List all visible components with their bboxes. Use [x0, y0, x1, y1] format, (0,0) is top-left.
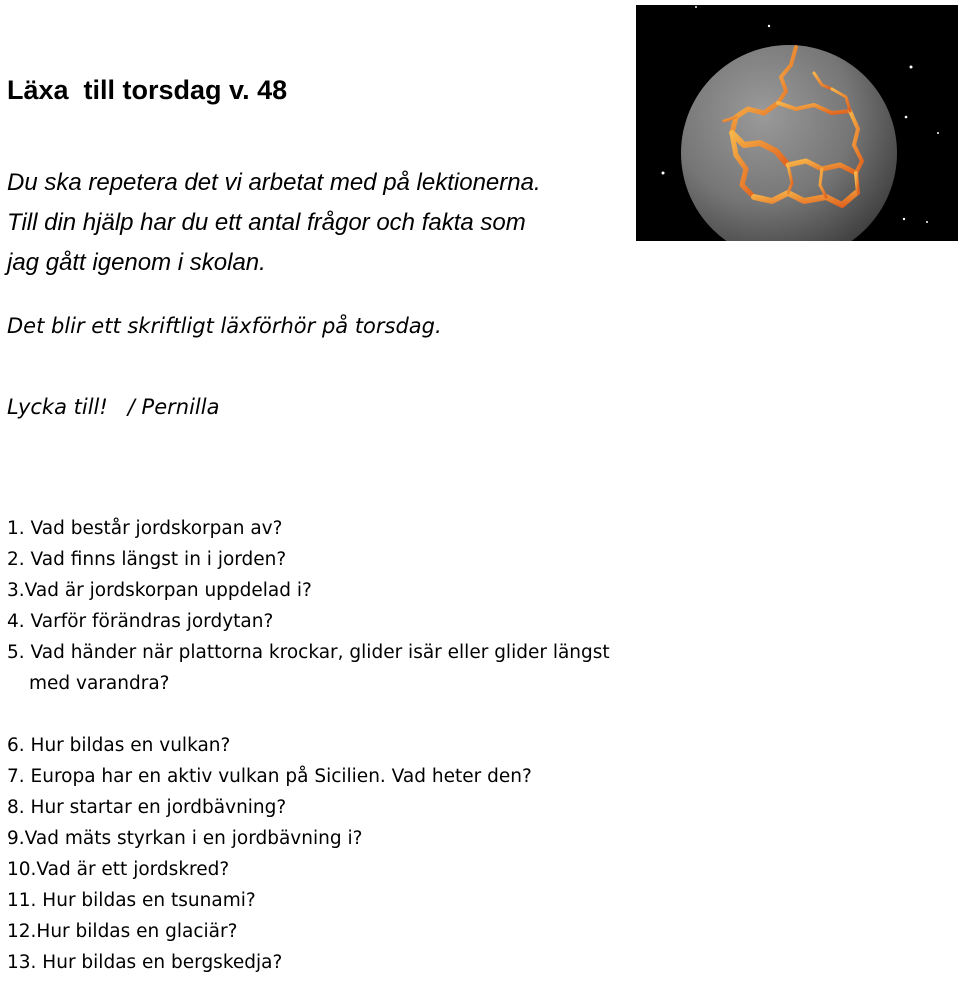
cracked-planet-icon — [636, 5, 958, 241]
question-item-continuation: med varandra? — [29, 673, 170, 694]
question-item: 5. Vad händer när plattorna krockar, glider isär eller glider längst — [7, 642, 610, 663]
question-item: 7. Europa har en aktiv vulkan på Sicilien. Vad heter den? — [7, 766, 532, 787]
intro-paragraph — [7, 163, 627, 283]
question-item: 12.Hur bildas en glaciär? — [7, 921, 238, 942]
intro-line: jag gått igenom i skolan. — [7, 249, 266, 276]
question-item: 4. Varför förändras jordytan? — [7, 611, 274, 632]
question-item: 10.Vad är ett jordskred? — [7, 859, 230, 880]
page-title: Läxa till torsdag v. 48 — [7, 75, 288, 105]
intro-line: Till din hjälp har du ett antal frågor och fakta som — [7, 209, 526, 236]
question-list — [7, 513, 707, 978]
signoff: Lycka till! / Pernilla — [7, 395, 220, 419]
test-notice: Det blir ett skriftligt läxförhör på torsdag. — [7, 314, 442, 338]
question-item: 2. Vad finns längst in i jorden? — [7, 549, 287, 570]
question-item: 3.Vad är jordskorpan uppdelad i? — [7, 580, 312, 601]
intro-line: Du ska repetera det vi arbetat med på lektionerna. — [7, 169, 541, 196]
question-item: 8. Hur startar en jordbävning? — [7, 797, 287, 818]
cracked-planet-illustration — [636, 5, 958, 241]
question-item: 6. Hur bildas en vulkan? — [7, 735, 231, 756]
question-item: 1. Vad består jordskorpan av? — [7, 518, 283, 539]
question-item: 9.Vad mäts styrkan i en jordbävning i? — [7, 828, 363, 849]
question-item: 13. Hur bildas en bergskedja? — [7, 952, 283, 973]
question-item: 11. Hur bildas en tsunami? — [7, 890, 256, 911]
